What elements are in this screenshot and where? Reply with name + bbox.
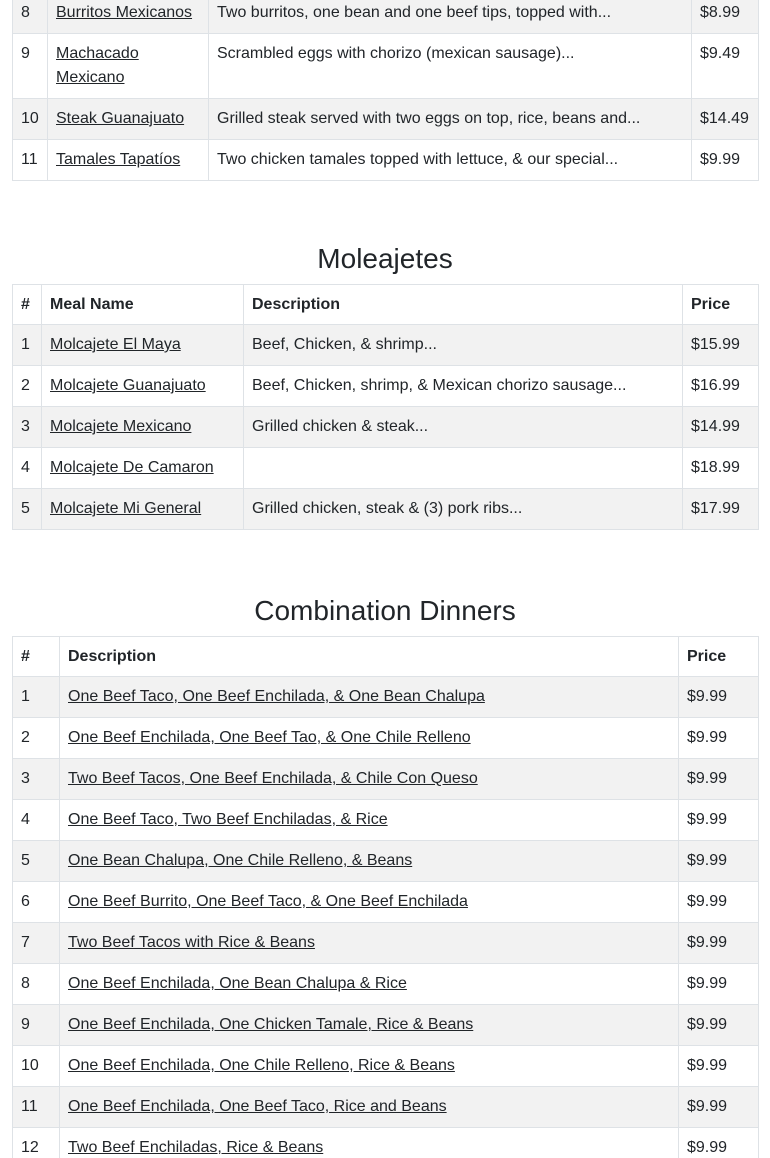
table-row — [13, 964, 759, 1005]
combination-dinners-table — [12, 636, 759, 1158]
meal-name-link[interactable]: Tamales Tapatíos — [56, 151, 181, 168]
column-header-number: # — [13, 637, 60, 677]
table-row — [13, 489, 759, 530]
meal-name-link[interactable]: Molcajete Mexicano — [50, 418, 192, 435]
column-header-description: Description — [60, 637, 679, 677]
table-row — [13, 677, 759, 718]
meal-name-link[interactable]: Steak Guanajuato — [56, 110, 185, 127]
meal-name-link[interactable]: Molcajete El Maya — [50, 336, 181, 353]
item-number: 8 — [13, 964, 60, 1005]
table-row — [13, 407, 759, 448]
meal-name-link[interactable]: Molcajete Guanajuato — [50, 377, 206, 394]
item-number: 9 — [13, 34, 48, 99]
combo-description-cell — [60, 841, 679, 882]
combo-description-cell — [60, 759, 679, 800]
price-cell: $16.99 — [683, 366, 759, 407]
price-cell: $9.99 — [679, 1087, 759, 1128]
description-cell: Scrambled eggs with chorizo (mexican sausage)... — [209, 34, 692, 99]
table-row — [13, 718, 759, 759]
table-row — [13, 1005, 759, 1046]
meal-name-link[interactable]: Burritos Mexicanos — [56, 4, 193, 21]
combo-description-link[interactable]: Two Beef Enchiladas, Rice & Beans — [68, 1139, 324, 1156]
meal-name-cell — [42, 325, 244, 366]
previous-section-table — [12, 0, 759, 181]
combo-description-link[interactable]: One Beef Enchilada, One Chicken Tamale, Rice & Beans — [68, 1016, 474, 1033]
combo-description-link[interactable]: One Beef Burrito, One Beef Taco, & One Beef Enchilada — [68, 893, 468, 910]
combo-description-link[interactable]: Two Beef Tacos with Rice & Beans — [68, 934, 315, 951]
table-row — [13, 448, 759, 489]
price-cell: $9.99 — [679, 1046, 759, 1087]
item-number: 10 — [13, 99, 48, 140]
meal-name-cell — [42, 407, 244, 448]
price-cell: $9.99 — [679, 841, 759, 882]
meal-name-link[interactable]: Molcajete De Camaron — [50, 459, 214, 476]
combo-description-link[interactable]: One Beef Enchilada, One Beef Tao, & One Chile Relleno — [68, 729, 471, 746]
price-cell: $14.99 — [683, 407, 759, 448]
combo-description-link[interactable]: One Beef Taco, Two Beef Enchiladas, & Rice — [68, 811, 388, 828]
price-cell: $14.49 — [692, 99, 759, 140]
item-number: 6 — [13, 882, 60, 923]
price-cell: $9.99 — [679, 759, 759, 800]
meal-name-cell — [42, 489, 244, 530]
combo-description-link[interactable]: One Beef Taco, One Beef Enchilada, & One Bean Chalupa — [68, 688, 485, 705]
combo-description-cell — [60, 1128, 679, 1158]
price-cell: $9.99 — [679, 1128, 759, 1158]
combo-description-link[interactable]: One Beef Enchilada, One Chile Relleno, Rice & Beans — [68, 1057, 455, 1074]
description-cell: Beef, Chicken, & shrimp... — [244, 325, 683, 366]
table-row — [13, 140, 759, 181]
table-row — [13, 1046, 759, 1087]
item-number: 2 — [13, 366, 42, 407]
combo-description-link[interactable]: One Beef Enchilada, One Bean Chalupa & Rice — [68, 975, 407, 992]
description-cell: Two burritos, one bean and one beef tips, topped with... — [209, 0, 692, 34]
item-number: 11 — [13, 140, 48, 181]
price-cell: $9.99 — [679, 964, 759, 1005]
table-row — [13, 800, 759, 841]
combo-description-link[interactable]: Two Beef Tacos, One Beef Enchilada, & Chile Con Queso — [68, 770, 478, 787]
price-cell: $15.99 — [683, 325, 759, 366]
price-cell: $9.99 — [679, 1005, 759, 1046]
combo-description-link[interactable]: One Beef Enchilada, One Beef Taco, Rice and Beans — [68, 1098, 447, 1115]
column-header-price: Price — [683, 285, 759, 325]
description-cell: Two chicken tamales topped with lettuce, & our special... — [209, 140, 692, 181]
item-number: 1 — [13, 677, 60, 718]
description-cell: Grilled chicken & steak... — [244, 407, 683, 448]
price-cell: $9.99 — [679, 718, 759, 759]
column-header-meal-name: Meal Name — [42, 285, 244, 325]
item-number: 4 — [13, 800, 60, 841]
meal-name-cell — [48, 140, 209, 181]
combo-description-cell — [60, 677, 679, 718]
item-number: 12 — [13, 1128, 60, 1158]
item-number: 5 — [13, 841, 60, 882]
meal-name-link[interactable]: Molcajete Mi General — [50, 500, 202, 517]
price-cell: $9.99 — [679, 677, 759, 718]
combo-description-cell — [60, 718, 679, 759]
meal-name-cell — [42, 366, 244, 407]
description-cell: Beef, Chicken, shrimp, & Mexican chorizo sausage... — [244, 366, 683, 407]
table-header-row — [13, 285, 759, 325]
item-number: 3 — [13, 407, 42, 448]
combo-description-cell — [60, 923, 679, 964]
meal-name-cell — [48, 99, 209, 140]
combo-description-cell — [60, 800, 679, 841]
item-number: 4 — [13, 448, 42, 489]
meal-name-cell — [48, 34, 209, 99]
table-row — [13, 759, 759, 800]
price-cell: $9.49 — [692, 34, 759, 99]
moleajetes-table — [12, 284, 759, 530]
combo-description-link[interactable]: One Bean Chalupa, One Chile Relleno, & Beans — [68, 852, 413, 869]
price-cell: $9.99 — [692, 140, 759, 181]
price-cell: $9.99 — [679, 800, 759, 841]
combo-description-cell — [60, 1005, 679, 1046]
table-row — [13, 99, 759, 140]
description-cell: Grilled chicken, steak & (3) pork ribs... — [244, 489, 683, 530]
price-cell: $9.99 — [679, 923, 759, 964]
table-row — [13, 882, 759, 923]
column-header-description: Description — [244, 285, 683, 325]
description-cell: Grilled steak served with two eggs on top, rice, beans and... — [209, 99, 692, 140]
meal-name-cell — [48, 0, 209, 34]
price-cell: $8.99 — [692, 0, 759, 34]
item-number: 11 — [13, 1087, 60, 1128]
table-row — [13, 34, 759, 99]
item-number: 7 — [13, 923, 60, 964]
column-header-price: Price — [679, 637, 759, 677]
combo-description-cell — [60, 1046, 679, 1087]
table-row — [13, 1128, 759, 1158]
table-row — [13, 0, 759, 34]
table-row — [13, 923, 759, 964]
item-number: 10 — [13, 1046, 60, 1087]
meal-name-cell — [42, 448, 244, 489]
table-row — [13, 325, 759, 366]
item-number: 8 — [13, 0, 48, 34]
section-title-moleajetes: Moleajetes — [317, 243, 453, 274]
meal-name-link[interactable]: Machacado Mexicano — [56, 45, 139, 86]
item-number: 9 — [13, 1005, 60, 1046]
item-number: 2 — [13, 718, 60, 759]
item-number: 1 — [13, 325, 42, 366]
combo-description-cell — [60, 1087, 679, 1128]
table-row — [13, 841, 759, 882]
combo-description-cell — [60, 882, 679, 923]
column-header-number: # — [13, 285, 42, 325]
price-cell: $18.99 — [683, 448, 759, 489]
table-row — [13, 366, 759, 407]
item-number: 3 — [13, 759, 60, 800]
table-header-row — [13, 637, 759, 677]
item-number: 5 — [13, 489, 42, 530]
combo-description-cell — [60, 964, 679, 1005]
price-cell: $17.99 — [683, 489, 759, 530]
section-title-combination-dinners: Combination Dinners — [254, 595, 516, 626]
table-row — [13, 1087, 759, 1128]
description-cell — [244, 448, 683, 489]
price-cell: $9.99 — [679, 882, 759, 923]
